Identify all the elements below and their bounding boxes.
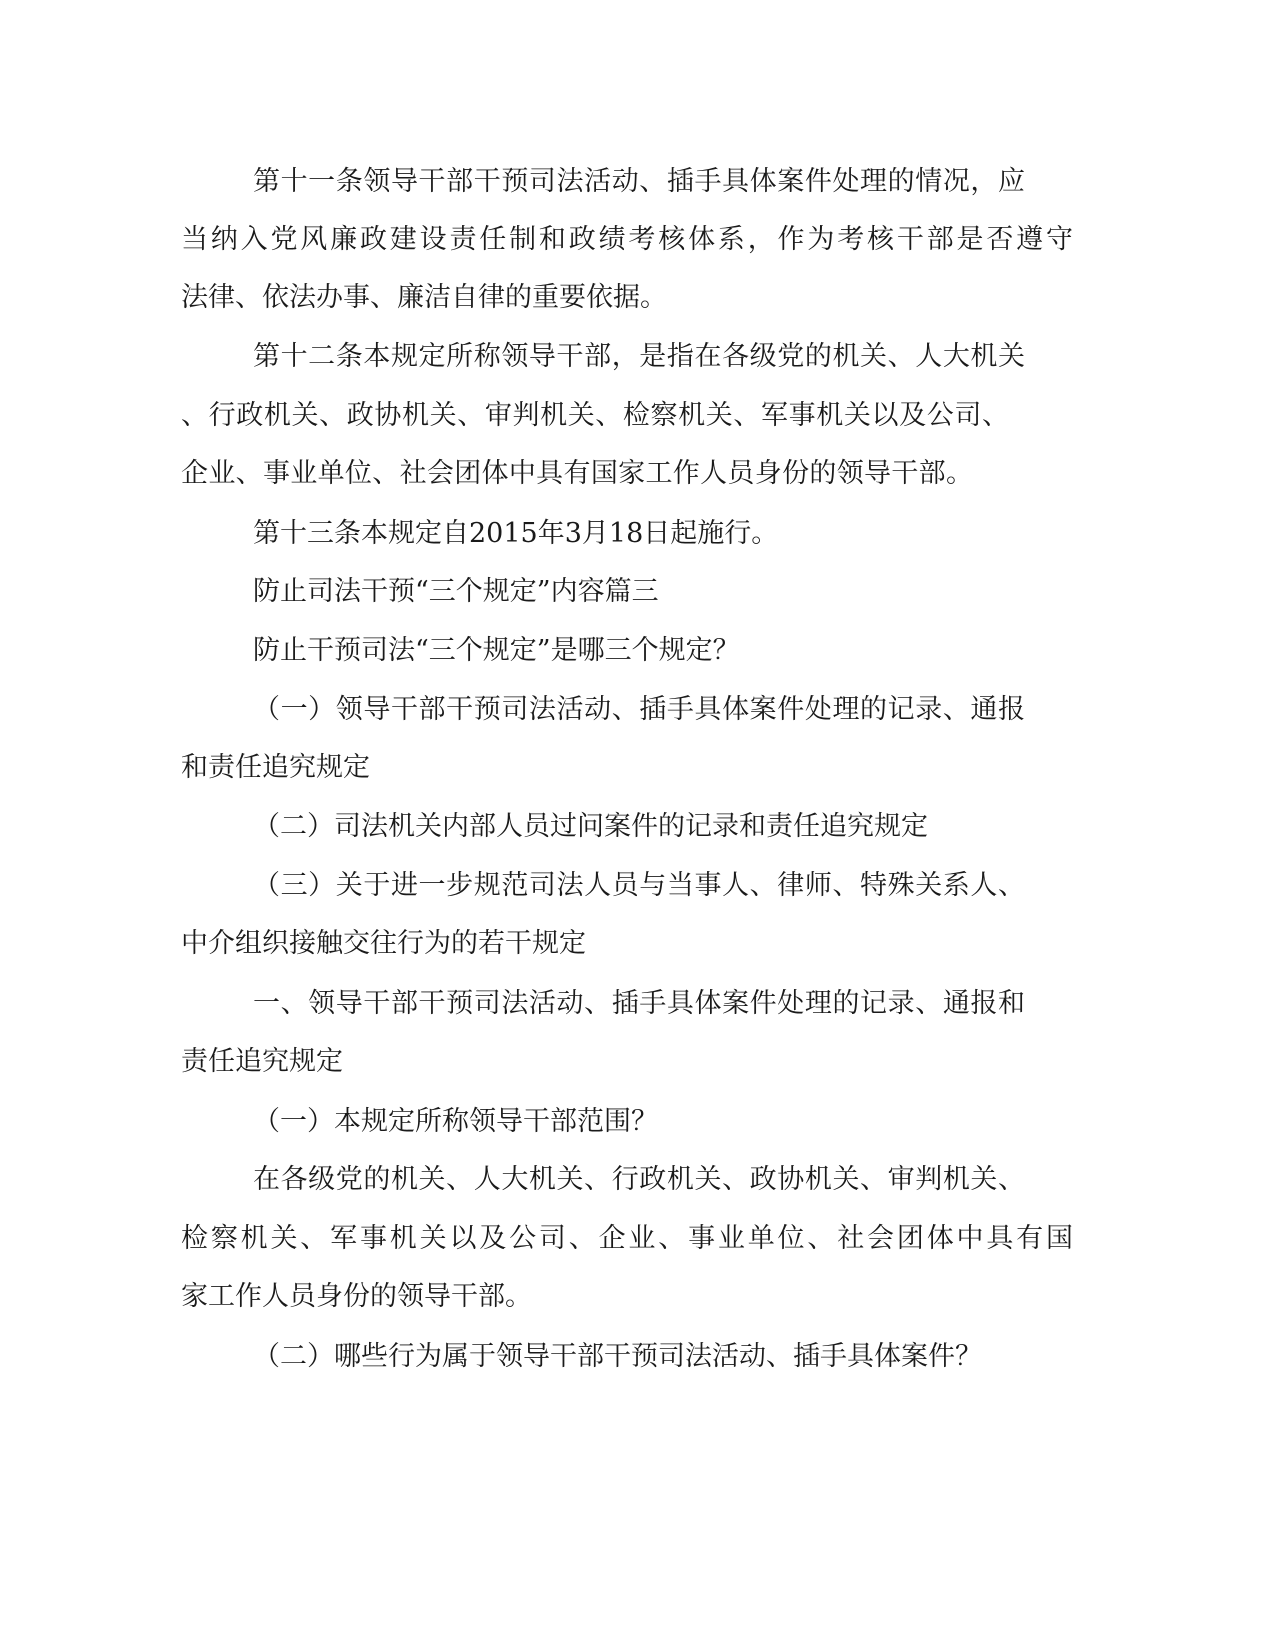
text-line: 第十二条本规定所称领导干部，是指在各级党的机关、人大机关: [253, 341, 1025, 372]
text-line: （一）本规定所称领导干部范围？: [253, 1106, 658, 1137]
text-line: （二）哪些行为属于领导干部干预司法活动、插手具体案件？: [253, 1341, 982, 1372]
text-line: 防止干预司法“三个规定”是哪三个规定？: [253, 635, 740, 666]
text-line: （二）司法机关内部人员过问案件的记录和责任追究规定: [253, 811, 928, 842]
text-line: 和责任追究规定: [181, 752, 370, 783]
text-line: 法律、依法办事、廉洁自律的重要依据。: [181, 282, 667, 313]
text-line: 第十三条本规定自2015年3月18日起施行。: [253, 518, 779, 549]
text-line: （一）领导干部干预司法活动、插手具体案件处理的记录、通报: [253, 694, 1025, 725]
text-line: 一、领导干部干预司法活动、插手具体案件处理的记录、通报和: [253, 988, 1025, 1019]
text-line: 中介组织接触交往行为的若干规定: [181, 928, 586, 959]
text-line: 责任追究规定: [181, 1046, 343, 1077]
text-line: 企业、事业单位、社会团体中具有国家工作人员身份的领导干部。: [181, 458, 973, 489]
text-line: 当纳入党风廉政建设责任制和政绩考核体系，作为考核干部是否遵守: [181, 224, 1073, 255]
section-heading: 防止司法干预“三个规定”内容篇三: [253, 576, 659, 607]
text-line: 检察机关、军事机关以及公司、企业、事业单位、社会团体中具有国: [181, 1223, 1073, 1254]
text-line: 、行政机关、政协机关、审判机关、检察机关、军事机关以及公司、: [181, 400, 1009, 431]
text-line: 第十一条领导干部干预司法活动、插手具体案件处理的情况，应: [253, 166, 1025, 197]
text-line: 在各级党的机关、人大机关、行政机关、政协机关、审判机关、: [253, 1164, 1025, 1195]
text-line: （三）关于进一步规范司法人员与当事人、律师、特殊关系人、: [253, 870, 1025, 901]
text-line: 家工作人员身份的领导干部。: [181, 1281, 532, 1312]
